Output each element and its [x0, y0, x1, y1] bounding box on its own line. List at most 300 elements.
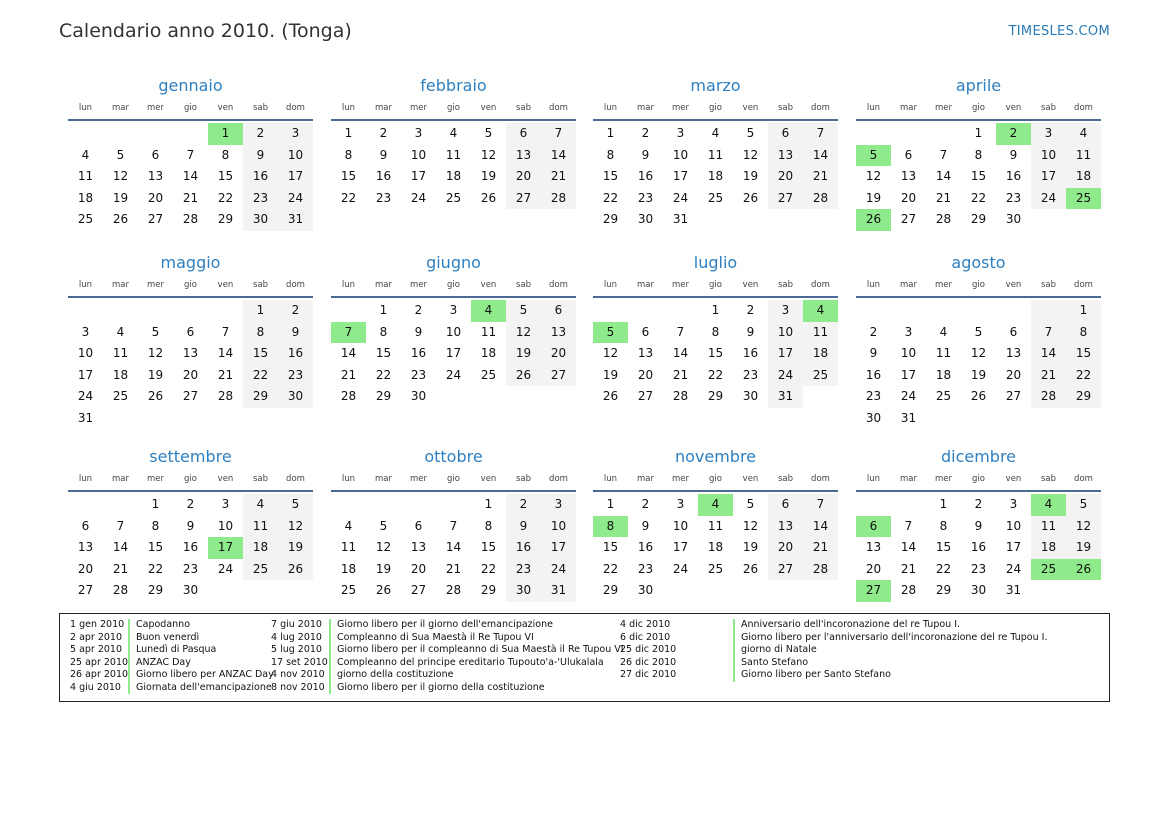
day-cell: 10 — [217, 518, 234, 533]
day-cell: 13 — [147, 169, 164, 184]
day-cell: 7 — [803, 123, 838, 145]
day-cell: 24 — [77, 389, 94, 404]
day-cell: 22 — [217, 190, 234, 205]
day-cell: 24 — [278, 188, 313, 210]
month-dicembre — [856, 446, 1101, 602]
weekday-label: gio — [972, 280, 985, 290]
weekday-label: mar — [112, 474, 129, 484]
weekday-label: ven — [742, 474, 759, 484]
day-grid — [68, 300, 313, 430]
day-cell: 20 — [865, 561, 882, 576]
weekday-label: ven — [742, 280, 759, 290]
day-cell: 15 — [1066, 343, 1101, 365]
day-cell: 12 — [112, 169, 129, 184]
weekday-header — [68, 278, 313, 298]
legend-row — [620, 669, 1047, 682]
empty-cell — [138, 123, 173, 145]
day-cell: 3 — [221, 497, 230, 511]
month-giugno — [331, 252, 576, 408]
day-cell: 5 — [974, 324, 983, 339]
weekday-label: dom — [549, 103, 568, 113]
day-cell: 6 — [151, 147, 160, 162]
day-cell: 2 — [186, 497, 195, 511]
day-cell: 11 — [1031, 516, 1066, 538]
day-cell: 26 — [1066, 559, 1101, 581]
day-cell: 29 — [707, 389, 724, 404]
day-cell: 30 — [742, 389, 759, 404]
day-cell: 5 — [484, 126, 493, 140]
month-agosto — [856, 252, 1101, 430]
weekday-label: mar — [375, 280, 392, 290]
empty-cell — [926, 300, 961, 322]
weekday-label: sab — [777, 280, 794, 290]
weekday-label: lun — [603, 474, 618, 484]
day-cell: 19 — [278, 537, 313, 559]
empty-cell — [856, 300, 891, 322]
month-maggio — [68, 252, 313, 430]
day-cell: 4 — [698, 494, 733, 516]
weekday-label: sab — [252, 280, 269, 290]
weekday-label: gio — [447, 280, 460, 290]
holiday-name: Lunedì di Pasqua — [128, 644, 216, 657]
day-cell: 1 — [151, 497, 160, 511]
day-cell: 1 — [606, 497, 615, 511]
weekday-label: dom — [286, 474, 305, 484]
month-name: febbraio — [420, 76, 487, 95]
day-cell: 9 — [186, 518, 195, 533]
holiday-date: 8 nov 2010 — [271, 681, 325, 693]
day-cell: 23 — [410, 367, 427, 382]
day-cell: 14 — [803, 145, 838, 167]
holiday-name: Buon venerdì — [128, 632, 199, 645]
day-cell: 20 — [900, 190, 917, 205]
day-cell: 3 — [904, 324, 913, 339]
day-cell: 18 — [803, 343, 838, 365]
day-cell: 17 — [77, 367, 94, 382]
day-cell: 13 — [410, 540, 427, 555]
day-cell: 30 — [182, 583, 199, 598]
day-cell: 20 — [768, 166, 803, 188]
weekday-label: mar — [637, 280, 654, 290]
empty-cell — [663, 300, 698, 322]
day-cell: 28 — [445, 583, 462, 598]
day-cell: 16 — [278, 343, 313, 365]
day-cell: 17 — [541, 537, 576, 559]
weekday-label: lun — [603, 103, 618, 113]
day-cell: 28 — [112, 583, 129, 598]
day-cell: 12 — [742, 518, 759, 533]
holiday-name: Capodanno — [128, 619, 190, 632]
legend-row — [70, 657, 274, 670]
day-cell: 8 — [484, 518, 493, 533]
weekday-label: ven — [742, 103, 759, 113]
holiday-date: 26 dic 2010 — [620, 656, 677, 668]
day-cell: 6 — [856, 516, 891, 538]
holiday-name: Giorno libero per l'anniversario dell'incoronazione del re Tupou I. — [733, 632, 1047, 645]
day-cell: 26 — [506, 365, 541, 387]
day-cell: 19 — [602, 367, 619, 382]
month-name: agosto — [951, 253, 1006, 272]
day-cell: 8 — [974, 147, 983, 162]
day-cell: 9 — [414, 324, 423, 339]
empty-cell — [173, 123, 208, 145]
holiday-name: Compleanno di Sua Maestà il Re Tupou VI — [329, 632, 534, 645]
day-cell: 5 — [151, 324, 160, 339]
day-cell: 29 — [217, 212, 234, 227]
weekday-label: lun — [866, 280, 881, 290]
holiday-date: 25 apr 2010 — [70, 656, 129, 668]
day-cell: 7 — [186, 147, 195, 162]
day-cell: 5 — [856, 145, 891, 167]
day-cell: 2 — [869, 324, 878, 339]
weekday-label: mar — [900, 280, 917, 290]
day-cell: 23 — [1005, 190, 1022, 205]
day-cell: 21 — [541, 166, 576, 188]
day-cell: 14 — [541, 145, 576, 167]
day-cell: 1 — [243, 300, 278, 322]
day-cell: 11 — [480, 324, 497, 339]
day-cell: 24 — [541, 559, 576, 581]
weekday-label: mer — [409, 280, 427, 290]
day-cell: 3 — [414, 126, 423, 140]
holiday-name: Anniversario dell'incoronazione del re Tupou I. — [733, 619, 960, 632]
day-cell: 8 — [939, 518, 948, 533]
day-grid — [68, 494, 313, 602]
legend-row — [70, 632, 274, 645]
day-cell: 5 — [506, 300, 541, 322]
day-cell: 15 — [480, 540, 497, 555]
holiday-date: 26 apr 2010 — [70, 669, 129, 680]
day-cell: 14 — [112, 540, 129, 555]
day-cell: 27 — [147, 212, 164, 227]
legend-row — [70, 682, 274, 695]
month-marzo — [593, 75, 838, 231]
holiday-date: 1 gen 2010 — [70, 619, 125, 630]
day-cell: 14 — [803, 516, 838, 538]
day-cell: 25 — [480, 367, 497, 382]
day-cell: 23 — [278, 365, 313, 387]
month-febbraio — [331, 75, 576, 209]
day-cell: 29 — [243, 386, 278, 408]
day-cell: 23 — [742, 367, 759, 382]
weekday-label: ven — [480, 474, 497, 484]
day-cell: 23 — [637, 561, 654, 576]
legend-row — [620, 632, 1047, 645]
day-cell: 25 — [243, 559, 278, 581]
day-cell: 11 — [243, 516, 278, 538]
day-cell: 15 — [602, 169, 619, 184]
weekday-label: mer — [671, 280, 689, 290]
weekday-label: sab — [1040, 474, 1057, 484]
holiday-date: 17 set 2010 — [271, 656, 328, 668]
day-cell: 23 — [506, 559, 541, 581]
weekday-label: sab — [777, 474, 794, 484]
legend-row — [70, 619, 274, 632]
day-cell: 30 — [1005, 212, 1022, 227]
day-cell: 31 — [900, 410, 917, 425]
day-cell: 4 — [449, 126, 458, 140]
day-cell: 13 — [541, 322, 576, 344]
weekday-label: dom — [549, 474, 568, 484]
day-cell: 7 — [116, 518, 125, 533]
weekday-label: gio — [709, 280, 722, 290]
day-cell: 10 — [278, 145, 313, 167]
day-cell: 26 — [742, 561, 759, 576]
day-cell: 4 — [471, 300, 506, 322]
weekday-label: dom — [549, 280, 568, 290]
day-cell: 12 — [1066, 516, 1101, 538]
weekday-label: gio — [447, 474, 460, 484]
day-cell: 30 — [637, 583, 654, 598]
weekday-header — [68, 101, 313, 121]
day-cell: 8 — [151, 518, 160, 533]
day-cell: 3 — [278, 123, 313, 145]
day-cell: 20 — [410, 561, 427, 576]
day-cell: 21 — [1031, 365, 1066, 387]
day-cell: 2 — [641, 497, 650, 511]
weekday-label: sab — [777, 103, 794, 113]
day-cell: 19 — [375, 561, 392, 576]
month-name: gennaio — [158, 76, 223, 95]
day-cell: 14 — [445, 540, 462, 555]
day-cell: 31 — [768, 386, 803, 408]
weekday-label: gio — [972, 474, 985, 484]
day-cell: 2 — [243, 123, 278, 145]
day-cell: 13 — [768, 516, 803, 538]
brand-link[interactable]: TIMESLES.COM — [1008, 24, 1110, 39]
weekday-label: mer — [671, 103, 689, 113]
day-cell: 23 — [243, 188, 278, 210]
day-cell: 8 — [243, 322, 278, 344]
day-cell: 21 — [672, 367, 689, 382]
day-cell: 4 — [116, 324, 125, 339]
day-cell: 17 — [768, 343, 803, 365]
weekday-label: mar — [900, 103, 917, 113]
day-cell: 12 — [602, 346, 619, 361]
day-cell: 5 — [1066, 494, 1101, 516]
weekday-label: lun — [341, 280, 356, 290]
day-cell: 1 — [974, 126, 983, 140]
day-cell: 20 — [1005, 367, 1022, 382]
day-cell: 7 — [939, 147, 948, 162]
day-cell: 18 — [707, 169, 724, 184]
day-cell: 1 — [711, 303, 720, 317]
day-cell: 1 — [939, 497, 948, 511]
month-luglio — [593, 252, 838, 408]
day-cell: 13 — [637, 346, 654, 361]
weekday-label: lun — [78, 474, 93, 484]
day-cell: 10 — [1005, 518, 1022, 533]
weekday-label: sab — [515, 280, 532, 290]
page-title: Calendario anno 2010. (Tonga) — [59, 20, 352, 42]
day-cell: 10 — [1031, 145, 1066, 167]
legend-row — [271, 682, 624, 695]
day-cell: 27 — [541, 365, 576, 387]
weekday-label: sab — [1040, 280, 1057, 290]
day-cell: 25 — [803, 365, 838, 387]
day-cell: 26 — [970, 389, 987, 404]
day-cell: 10 — [900, 346, 917, 361]
month-novembre — [593, 446, 838, 602]
month-name: ottobre — [424, 447, 483, 466]
day-cell: 1 — [606, 126, 615, 140]
weekday-label: gio — [709, 474, 722, 484]
day-cell: 6 — [768, 123, 803, 145]
day-cell: 16 — [506, 537, 541, 559]
day-cell: 16 — [375, 169, 392, 184]
day-cell: 10 — [672, 147, 689, 162]
day-cell: 18 — [340, 561, 357, 576]
day-cell: 15 — [707, 346, 724, 361]
empty-cell — [891, 494, 926, 516]
legend-column — [70, 619, 274, 694]
day-grid — [593, 123, 838, 231]
day-cell: 27 — [768, 559, 803, 581]
day-cell: 5 — [593, 322, 628, 344]
day-cell: 13 — [1005, 346, 1022, 361]
day-cell: 2 — [974, 497, 983, 511]
empty-cell — [961, 300, 996, 322]
weekday-header — [593, 278, 838, 298]
empty-cell — [856, 123, 891, 145]
day-cell: 12 — [506, 322, 541, 344]
legend-row — [271, 669, 624, 682]
day-cell: 8 — [379, 324, 388, 339]
month-name: marzo — [690, 76, 741, 95]
day-cell: 13 — [77, 540, 94, 555]
day-cell: 1 — [1066, 300, 1101, 322]
day-cell: 24 — [217, 561, 234, 576]
day-cell: 22 — [1066, 365, 1101, 387]
empty-cell — [856, 494, 891, 516]
day-cell: 17 — [1005, 540, 1022, 555]
weekday-label: lun — [341, 103, 356, 113]
day-cell: 7 — [904, 518, 913, 533]
weekday-label: sab — [252, 474, 269, 484]
day-cell: 8 — [606, 147, 615, 162]
holiday-date: 7 giu 2010 — [271, 619, 322, 630]
day-cell: 4 — [1031, 494, 1066, 516]
empty-cell — [891, 123, 926, 145]
day-grid — [331, 123, 576, 209]
day-cell: 26 — [602, 389, 619, 404]
day-cell: 9 — [641, 518, 650, 533]
day-cell: 30 — [410, 389, 427, 404]
day-cell: 12 — [970, 346, 987, 361]
holiday-name: Compleanno del principe ereditario Tupouto'a-'Ulukalala — [329, 657, 604, 670]
day-cell: 4 — [803, 300, 838, 322]
empty-cell — [436, 494, 471, 516]
day-cell: 9 — [243, 145, 278, 167]
weekday-label: lun — [866, 474, 881, 484]
day-cell: 20 — [637, 367, 654, 382]
day-cell: 31 — [541, 580, 576, 602]
day-cell: 24 — [445, 367, 462, 382]
day-cell: 27 — [506, 188, 541, 210]
day-cell: 5 — [746, 126, 755, 140]
day-cell: 7 — [449, 518, 458, 533]
day-cell: 18 — [112, 367, 129, 382]
day-cell: 9 — [1009, 147, 1018, 162]
day-cell: 21 — [803, 166, 838, 188]
legend-row — [620, 657, 1047, 670]
day-cell: 2 — [996, 123, 1031, 145]
weekday-label: sab — [1040, 103, 1057, 113]
weekday-label: gio — [184, 103, 197, 113]
day-cell: 4 — [243, 494, 278, 516]
day-cell: 24 — [672, 190, 689, 205]
day-cell: 9 — [379, 147, 388, 162]
day-cell: 3 — [81, 324, 90, 339]
day-cell: 1 — [379, 303, 388, 317]
day-cell: 18 — [77, 190, 94, 205]
day-cell: 23 — [970, 561, 987, 576]
holiday-name: giorno della costituzione — [329, 669, 453, 682]
weekday-label: ven — [217, 474, 234, 484]
weekday-label: mer — [934, 103, 952, 113]
day-cell: 14 — [935, 169, 952, 184]
day-grid — [593, 300, 838, 408]
day-cell: 26 — [147, 389, 164, 404]
day-cell: 10 — [541, 516, 576, 538]
day-cell: 26 — [856, 209, 891, 231]
day-cell: 10 — [445, 324, 462, 339]
day-cell: 4 — [81, 147, 90, 162]
day-cell: 13 — [506, 145, 541, 167]
month-name: aprile — [955, 76, 1002, 95]
empty-cell — [103, 123, 138, 145]
day-cell: 22 — [935, 561, 952, 576]
day-cell: 27 — [182, 389, 199, 404]
day-cell: 30 — [243, 209, 278, 231]
day-grid — [68, 123, 313, 231]
day-cell: 16 — [637, 540, 654, 555]
holiday-date: 2 apr 2010 — [70, 631, 123, 643]
day-grid — [593, 494, 838, 602]
day-cell: 16 — [243, 166, 278, 188]
day-cell: 17 — [1031, 166, 1066, 188]
day-cell: 12 — [375, 540, 392, 555]
weekday-label: mar — [900, 474, 917, 484]
day-cell: 7 — [1031, 322, 1066, 344]
weekday-label: ven — [480, 280, 497, 290]
day-cell: 17 — [672, 169, 689, 184]
day-cell: 12 — [278, 516, 313, 538]
day-cell: 19 — [865, 190, 882, 205]
day-cell: 12 — [480, 147, 497, 162]
day-cell: 11 — [340, 540, 357, 555]
day-cell: 7 — [676, 324, 685, 339]
day-cell: 21 — [900, 561, 917, 576]
weekday-header — [593, 472, 838, 492]
day-cell: 16 — [410, 346, 427, 361]
day-cell: 27 — [637, 389, 654, 404]
holiday-date: 25 dic 2010 — [620, 644, 677, 655]
day-cell: 17 — [410, 169, 427, 184]
day-cell: 4 — [711, 126, 720, 140]
day-cell: 6 — [186, 324, 195, 339]
day-cell: 19 — [1066, 537, 1101, 559]
day-cell: 27 — [768, 188, 803, 210]
day-cell: 11 — [77, 169, 94, 184]
day-cell: 11 — [445, 147, 462, 162]
day-cell: 15 — [243, 343, 278, 365]
day-cell: 9 — [278, 322, 313, 344]
day-cell: 30 — [278, 386, 313, 408]
day-cell: 27 — [1005, 389, 1022, 404]
day-cell: 13 — [768, 145, 803, 167]
day-cell: 28 — [1031, 386, 1066, 408]
